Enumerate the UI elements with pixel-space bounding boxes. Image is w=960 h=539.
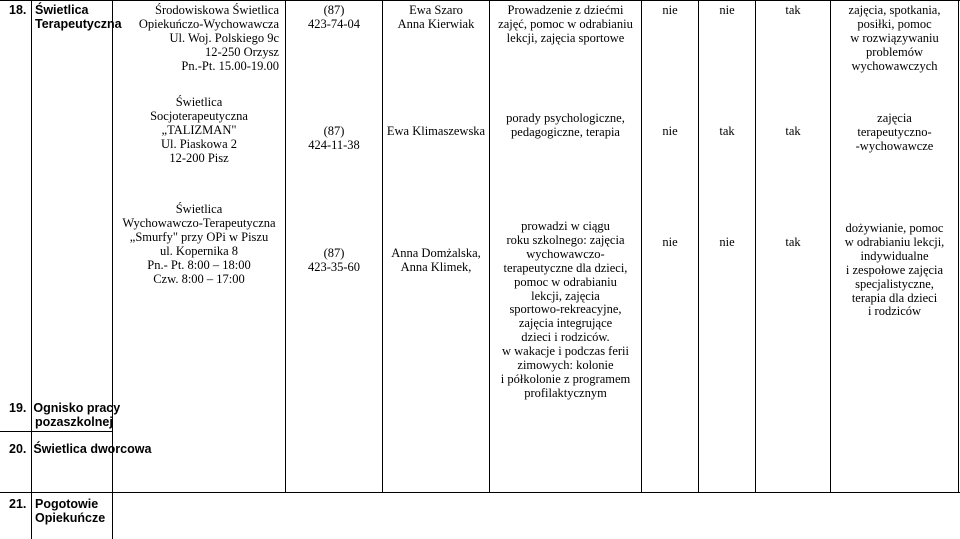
unit-line: Pn.- Pt. 8:00 – 18:00: [147, 257, 251, 272]
row-number-text: 20.: [9, 442, 27, 456]
unit-line: 12-200 Pisz: [169, 150, 229, 165]
phone-line: (87): [323, 3, 345, 17]
row-18-col-c: [756, 4, 830, 18]
row-18-activities: [490, 4, 641, 46]
unit-line: „Smurfy" przy OPi w Piszu: [129, 229, 269, 244]
activity-line: i półkolonie z programem: [500, 371, 631, 386]
service-line: i zespołowe zajęcia: [845, 262, 944, 277]
flag-value: nie: [719, 3, 735, 17]
flag-value: nie: [719, 235, 735, 249]
service-line: -wychowawcze: [855, 138, 934, 153]
activity-line: profilaktycznym: [524, 385, 607, 400]
service-line: indywidualne: [860, 248, 929, 263]
row-21-type: [35, 498, 105, 526]
unit-line: Socjoterapeutyczna: [150, 108, 248, 123]
row-21-number: [9, 498, 26, 512]
service-line: wychowawczych: [851, 58, 938, 73]
activity-line: prowadzi w ciągu: [521, 219, 610, 233]
flag-value: nie: [662, 3, 678, 17]
service-line: dożywianie, pomoc: [845, 221, 944, 235]
row-number-text: 18.: [9, 3, 27, 17]
table-border-top: [0, 0, 960, 1]
activity-line: lekcji, zajęcia: [531, 288, 600, 303]
unit-line: Czw. 8:00 – 17:00: [153, 271, 245, 286]
column-divider-10: [958, 0, 959, 492]
type-line: Ognisko pracy: [33, 401, 121, 415]
row-19-unit: [113, 203, 285, 286]
flag-value: tak: [785, 235, 801, 249]
unit-line: Ul. Piaskowa 2: [160, 136, 238, 151]
row-18-staff: [383, 4, 489, 32]
flag-value: tak: [785, 124, 801, 138]
service-line: posiłki, pomoc: [857, 16, 932, 31]
activity-line: dzieci i rodziców.: [521, 330, 610, 345]
activity-line: zimowych: kolonie: [517, 358, 614, 373]
type-line: Opiekuńcze: [35, 510, 106, 525]
service-line: zajęcia: [877, 111, 912, 125]
flag-value: tak: [719, 124, 735, 138]
row-18b-col-c: [756, 125, 830, 139]
row-19-services: [831, 222, 958, 319]
staff-line: Anna Kierwiak: [397, 16, 475, 31]
row-18-col-b: [699, 4, 755, 18]
phone-line: 423-35-60: [307, 259, 361, 274]
row-19-col-a: [642, 236, 698, 250]
type-line: Świetlica: [35, 3, 89, 17]
row-18b-unit: [113, 96, 285, 166]
type-line: Pogotowie: [35, 497, 99, 511]
row-19-phone: [286, 247, 382, 275]
unit-line: ul. Kopernika 8: [159, 243, 239, 258]
activity-line: pomoc w odrabianiu: [514, 274, 617, 289]
row-divider-20-21: [0, 492, 960, 493]
column-divider-4: [382, 0, 383, 492]
activity-line: roku szkolnego: zajęcia: [506, 232, 625, 247]
type-line: Świetlica dworcowa: [33, 442, 152, 456]
service-line: terapeutyczno-: [857, 124, 932, 139]
service-line: problemów: [866, 44, 923, 59]
row-19-staff: [383, 247, 489, 275]
unit-line: Opiekuńczo-Wychowawcza: [138, 16, 279, 31]
row-18b-staff: [383, 125, 489, 139]
unit-line: 12-250 Orzysz: [205, 44, 279, 59]
phone-line: 423-74-04: [307, 16, 361, 31]
row-19-header: [9, 402, 120, 430]
service-line: zajęcia, spotkania,: [848, 3, 941, 17]
activity-line: w wakacje i podczas ferii: [501, 344, 630, 359]
unit-line: Wychowawczo-Terapeutyczna: [122, 215, 276, 230]
row-divider-19-20: [0, 431, 112, 432]
unit-line: Środowiskowa Świetlica: [155, 3, 279, 17]
row-18-number: [9, 4, 26, 18]
activity-line: zajęć, pomoc w odrabianiu: [498, 16, 633, 31]
service-line: terapia dla dzieci: [851, 290, 938, 305]
activity-line: lekcji, zajęcia sportowe: [506, 30, 625, 45]
row-19-col-b: [699, 236, 755, 250]
unit-line: Ul. Woj. Polskiego 9c: [169, 30, 279, 45]
row-19-activities: [490, 220, 641, 401]
service-line: specjalistyczne,: [855, 276, 934, 291]
row-number-text: 19.: [9, 401, 27, 415]
row-18b-col-b: [699, 125, 755, 139]
row-18-type: [35, 4, 122, 32]
row-19-col-c: [756, 236, 830, 250]
row-18b-activities: [490, 112, 641, 140]
activity-line: terapeutyczne dla dzieci,: [503, 260, 628, 275]
row-18-col-a: [642, 4, 698, 18]
type-line: pozaszkolnej: [35, 414, 113, 429]
activity-line: Prowadzenie z dziećmi: [507, 3, 624, 17]
row-18b-services: [831, 112, 958, 154]
staff-line: Anna Domżalska,: [391, 246, 481, 260]
service-line: i rodziców: [867, 304, 922, 319]
unit-line: Świetlica: [175, 202, 223, 216]
column-divider-3: [285, 0, 286, 492]
flag-value: tak: [785, 3, 801, 17]
unit-line: „TALIZMAN": [161, 122, 237, 137]
unit-line: Pn.-Pt. 15.00-19.00: [181, 58, 279, 73]
type-line: Terapeutyczna: [35, 16, 122, 31]
phone-line: (87): [323, 246, 345, 260]
activity-line: pedagogiczne, terapia: [511, 124, 620, 139]
row-18b-phone: [286, 125, 382, 153]
row-number-text: 21.: [9, 497, 27, 511]
phone-line: (87): [323, 124, 345, 138]
row-18-phone: [286, 4, 382, 32]
service-line: w rozwiązywaniu: [850, 30, 939, 45]
staff-line: Ewa Klimaszewska: [386, 124, 486, 138]
row-20-header: [9, 443, 151, 457]
row-18b-col-a: [642, 125, 698, 139]
phone-line: 424-11-38: [308, 137, 360, 152]
staff-line: Anna Klimek,: [400, 259, 472, 274]
row-18-unit: [118, 4, 279, 74]
staff-line: Ewa Szaro: [409, 3, 463, 17]
unit-line: Świetlica: [175, 95, 223, 109]
column-divider-1: [31, 0, 32, 539]
row-18-services: [831, 4, 958, 74]
flag-value: nie: [662, 235, 678, 249]
flag-value: nie: [662, 124, 678, 138]
activity-line: zajęcia integrujące: [518, 316, 613, 331]
activity-line: wychowawczo-: [526, 246, 605, 261]
service-line: w odrabianiu lekcji,: [844, 234, 945, 249]
activity-line: sportowo-rekreacyjne,: [509, 302, 622, 317]
activity-line: porady psychologiczne,: [506, 111, 625, 125]
